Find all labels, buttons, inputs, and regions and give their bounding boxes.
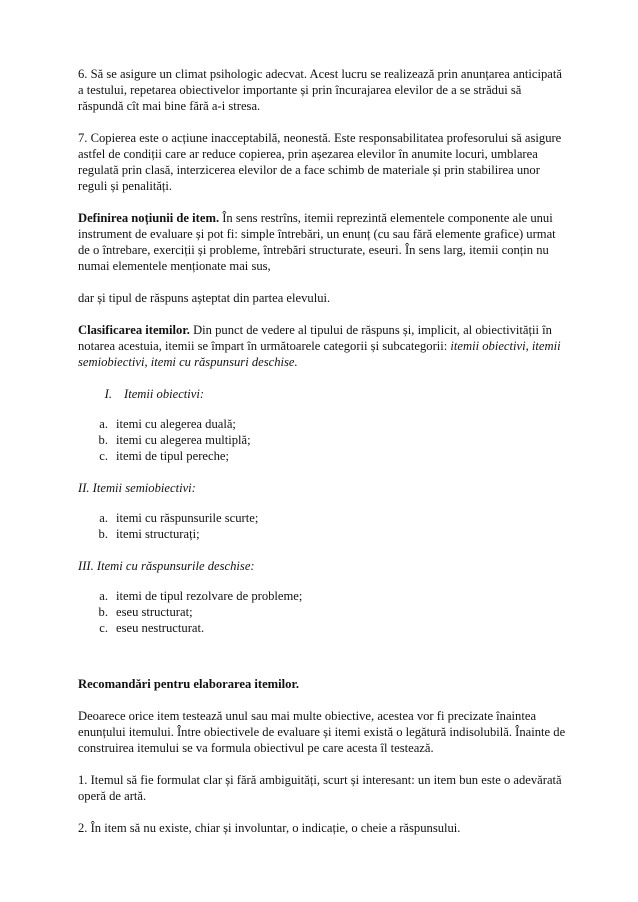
definition-heading: Definirea noțiunii de item.	[78, 211, 220, 225]
paragraph-6: 6. Să se asigure un climat psihologic adecvat. Acest lucru se realizează prin anunțarea anticipată a testului, repetarea obiectivelor importante și prin încurajarea elevilor de a se strădui să răspundă cît mai bine fără a-i stresa.	[78, 67, 562, 113]
list-item: c. itemi de tipul pereche;	[99, 449, 229, 463]
recommendation-2: 2. În item să nu existe, chiar și involuntar, o indicație, o cheie a răspunsului.	[78, 821, 461, 835]
definition-continuation: dar și tipul de răspuns așteptat din partea elevului.	[78, 291, 331, 305]
list-item: b. itemi structurați;	[98, 527, 200, 541]
section-heading-objective	[78, 386, 568, 402]
objective-items-list	[78, 416, 568, 464]
list-item: c. eseu nestructurat.	[99, 621, 205, 635]
section-heading-semiobjective: II. Itemii semiobiectivi:	[78, 481, 196, 495]
recommendations-heading: Recomandări pentru elaborarea itemilor.	[78, 677, 300, 691]
section-heading-open: III. Itemi cu răspunsurile deschise:	[78, 559, 255, 573]
classification-text: Din punct de vedere al tipului de răspuns și, implicit, al obiectivității în notarea acestuia, itemii se împart în următoarele categorii și subcategorii:	[78, 323, 552, 353]
section-number: I.	[104, 387, 112, 401]
classification-heading: Clasificarea itemilor.	[78, 323, 190, 337]
recommendations-intro: Deoarece orice item testează unul sau mai multe obiective, acestea vor fi precizate înaintea enunțului itemului. Între obiectivele de evaluare și itemi există o legătură indisolubilă. Înainte de construirea itemului se va formula obiectivul pe care acesta îl testează.	[78, 709, 566, 755]
paragraph-classification	[78, 322, 568, 370]
paragraph-item-definition	[78, 210, 568, 274]
document-body	[78, 66, 568, 836]
list-item: a. itemi cu alegerea duală;	[99, 417, 236, 431]
classification-categories: itemii obiectivi, itemii semiobiectivi, itemi cu răspunsuri deschise.	[78, 339, 561, 369]
list-item: b. itemi cu alegerea multiplă;	[98, 433, 251, 447]
list-item: a. itemi cu răspunsurile scurte;	[99, 511, 259, 525]
paragraph-7: 7. Copierea este o acțiune inacceptabilă, neonestă. Este responsabilitatea profesorului să asigure astfel de condiții care ar reduce copierea, prin așezarea elevilor în anumite locuri, umblarea regulată prin clasă, interzicerea elevilor de a face schimb de materiale și prin stabilirea unor reguli și penalități.	[78, 131, 562, 193]
definition-text: În sens restrîns, itemii reprezintă elementele componente ale unui instrument de evaluare și pot fi: simple întrebări, un enunț (cu sau fără elemente grafice) urmat de o întrebare, exerciții și probleme, întrebări structurate, eseuri. În sens larg, itemii conțin nu numai elementele menționate mai sus,	[78, 211, 556, 273]
semiobjective-items-list	[78, 510, 568, 542]
recommendation-1: 1. Itemul să fie formulat clar și fără ambiguități, scurt și interesant: un item bun este o adevărată operă de artă.	[78, 773, 562, 803]
section-title: Itemii obiectivi:	[124, 387, 205, 401]
list-item: b. eseu structurat;	[98, 605, 193, 619]
open-items-list	[78, 588, 568, 636]
list-item: a. itemi de tipul rezolvare de probleme;	[99, 589, 303, 603]
